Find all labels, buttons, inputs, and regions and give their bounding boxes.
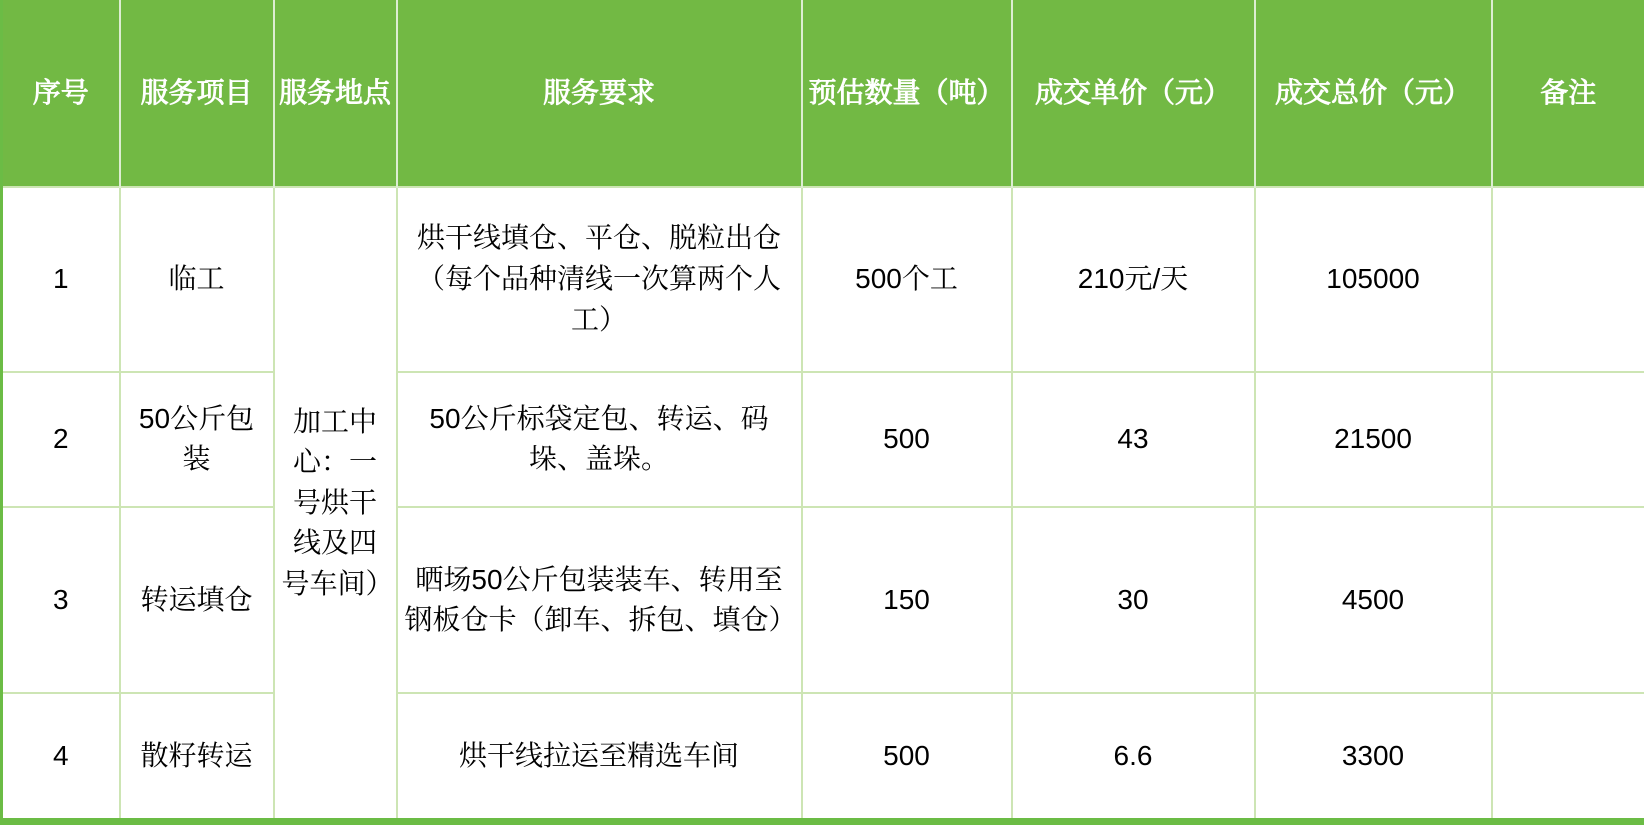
cell-seq: 4 xyxy=(2,693,120,822)
header-cell-total-price: 成交总价（元） xyxy=(1255,0,1492,187)
cell-unit-price: 210元/天 xyxy=(1012,187,1255,372)
cell-service-item: 转运填仓 xyxy=(120,507,274,693)
header-cell-service-item: 服务项目 xyxy=(120,0,274,187)
table-row xyxy=(2,372,1644,508)
table-row xyxy=(2,187,1644,372)
cell-total-price: 21500 xyxy=(1255,372,1492,508)
cell-estimated-qty: 500 xyxy=(802,693,1012,822)
cell-estimated-qty: 500 xyxy=(802,372,1012,508)
cell-total-price: 4500 xyxy=(1255,507,1492,693)
table-row xyxy=(2,693,1644,822)
cell-estimated-qty: 150 xyxy=(802,507,1012,693)
cell-total-price: 105000 xyxy=(1255,187,1492,372)
header-cell-service-location: 服务地点 xyxy=(274,0,397,187)
table-row xyxy=(2,507,1644,693)
cell-remark xyxy=(1492,507,1644,693)
table-header-row xyxy=(2,0,1644,187)
cell-seq: 3 xyxy=(2,507,120,693)
cell-service-item: 50公斤包装 xyxy=(120,372,274,508)
cell-service-location-merged: 加工中心：一号烘干线及四号车间） xyxy=(274,187,397,822)
cell-service-item: 临工 xyxy=(120,187,274,372)
cell-unit-price: 6.6 xyxy=(1012,693,1255,822)
header-cell-estimated-qty: 预估数量（吨） xyxy=(802,0,1012,187)
header-cell-unit-price: 成交单价（元） xyxy=(1012,0,1255,187)
cell-service-item: 散籽转运 xyxy=(120,693,274,822)
header-cell-service-requirement: 服务要求 xyxy=(397,0,802,187)
cell-total-price: 3300 xyxy=(1255,693,1492,822)
cell-remark xyxy=(1492,187,1644,372)
cell-service-requirement: 晒场50公斤包装装车、转用至钢板仓卡（卸车、拆包、填仓） xyxy=(397,507,802,693)
cell-service-requirement: 50公斤标袋定包、转运、码垛、盖垛。 xyxy=(397,372,802,508)
cell-service-requirement: 烘干线拉运至精选车间 xyxy=(397,693,802,822)
cell-unit-price: 30 xyxy=(1012,507,1255,693)
cell-seq: 2 xyxy=(2,372,120,508)
cell-remark xyxy=(1492,372,1644,508)
cell-service-requirement: 烘干线填仓、平仓、脱粒出仓（每个品种清线一次算两个人工） xyxy=(397,187,802,372)
cell-seq: 1 xyxy=(2,187,120,372)
cell-estimated-qty: 500个工 xyxy=(802,187,1012,372)
header-cell-seq: 序号 xyxy=(2,0,120,187)
cell-unit-price: 43 xyxy=(1012,372,1255,508)
header-cell-remark: 备注 xyxy=(1492,0,1644,187)
cell-remark xyxy=(1492,693,1644,822)
